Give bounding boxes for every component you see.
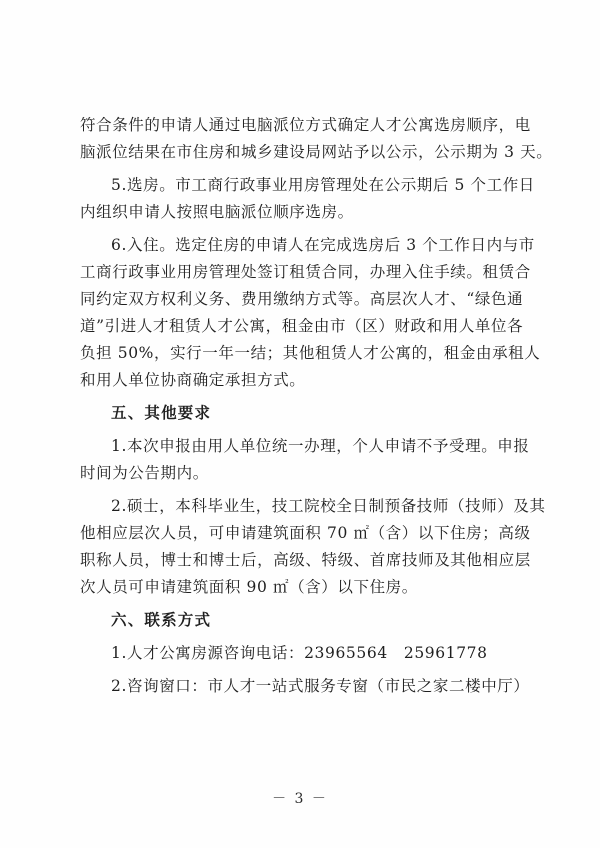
paragraph xyxy=(80,232,541,394)
paragraph-line: 5.选房。市工商行政事业用房管理处在公示期后 5 个工作日 xyxy=(111,176,535,194)
paragraph xyxy=(80,640,532,667)
section-heading xyxy=(80,607,532,634)
heading-text: 六、联系方式 xyxy=(111,611,212,629)
paragraph xyxy=(80,673,532,700)
paragraph-line: 内组织申请人按照电脑派位顺序选房。 xyxy=(80,203,354,221)
paragraph xyxy=(80,433,532,487)
paragraph-line: 工商行政事业用房管理处签订租赁合同，办理入住手续。租赁合 xyxy=(80,263,531,281)
page-number: － 3 － xyxy=(272,791,328,807)
paragraph xyxy=(80,112,553,166)
paragraph-line: 符合条件的申请人通过电脑派位方式确定人才公寓选房顺序，电 xyxy=(80,116,531,134)
paragraph-gap xyxy=(80,700,532,706)
document-body xyxy=(80,112,553,706)
paragraph xyxy=(80,172,535,226)
paragraph-line: 和用人单位协商确定承担方式。 xyxy=(80,371,306,389)
paragraph-line: 2.咨询窗口：市人才一站式服务专窗（市民之家二楼中厅） xyxy=(111,677,530,695)
paragraph-line: 同约定双方权利义务、费用缴纳方式等。高层次人才、“绿色通 xyxy=(80,290,524,308)
paragraph-line: 职称人员，博士和博士后，高级、特级、首席技师及其他相应层 xyxy=(80,551,531,569)
paragraph-line: 道”引进人才租赁人才公寓，租金由市（区）财政和用人单位各 xyxy=(80,317,524,335)
paragraph-line: 1.本次申报由用人单位统一办理，个人申请不予受理。申报 xyxy=(111,437,530,455)
paragraph-line: 脑派位结果在市住房和城乡建设局网站予以公示，公示期为 3 天。 xyxy=(80,143,553,161)
heading-text: 五、其他要求 xyxy=(111,404,212,422)
paragraph xyxy=(80,493,546,601)
paragraph-line: 次人员可申请建筑面积 90 ㎡（含）以下住房。 xyxy=(80,578,418,596)
paragraph-line: 负担 50%，实行一年一结；其他租赁人才公寓的，租金由承租人 xyxy=(80,344,541,362)
paragraph-line: 时间为公告期内。 xyxy=(80,464,209,482)
section-heading xyxy=(80,400,532,427)
paragraph-line: 2.硕士，本科毕业生，技工院校全日制预备技师（技师）及其 xyxy=(111,497,546,515)
paragraph-line: 他相应层次人员，可申请建筑面积 70 ㎡（含）以下住房；高级 xyxy=(80,524,531,542)
paragraph-line: 1.人才公寓房源咨询电话：23965564 25961778 xyxy=(111,644,488,662)
paragraph-line: 6.入住。选定住房的申请人在完成选房后 3 个工作日内与市 xyxy=(111,236,535,254)
